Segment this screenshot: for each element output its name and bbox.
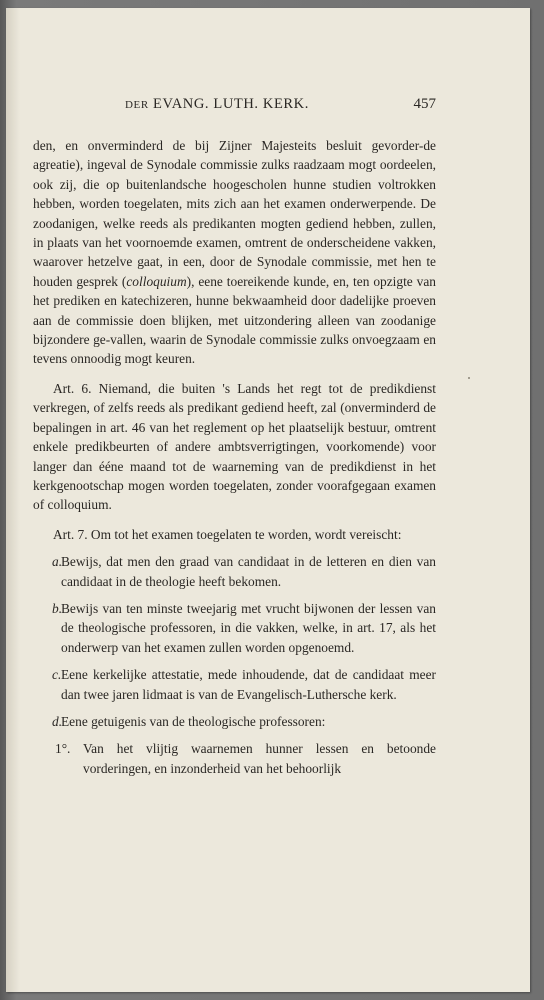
list-item-text: Bewijs, dat men den graad van candidaat in de letteren en dien van candidaat in de theologie heeft bekomen.	[61, 554, 436, 589]
paragraph-text: den, en onverminderd de bij Zijner Majesteits besluit gevorder-de agreatie), ingeval de Synodale commissie zulks raadzaam mogt oordeelen, ook zij, die op buitenlandsche hoogescholen hunne studien voltrokken hebben, worden toegelaten, mits zich aan het examen onderwerpende. De zoodanigen, welke reeds als predikanten mogten gediend hebben, zullen, in plaats van het voornoemde examen, omtrent de onderscheidene vakken, waarover hetzelve gaat, in een, door de Synodale commissie, met hen te houden gesprek (	[33, 138, 436, 289]
list-item-label: a.	[52, 554, 63, 570]
list-item	[33, 599, 436, 657]
paragraph-continuation	[33, 136, 436, 369]
list-item	[33, 552, 436, 591]
sub-list-item-label: 1°.	[55, 741, 71, 757]
paper-speck	[468, 377, 470, 379]
list-item	[33, 712, 436, 731]
paragraph-text: ), eene toereikende kunde, en, ten opzigte van het prediken en katechizeren, hunne bekwaamheid door dadelijke proeven aan de commissie doen blijken, met uitzondering alleen van zoodanige bijzondere ge-vallen, waarin de Synodale commissie zulks onvoegzaam en tevens onnoodig mogt keuren.	[33, 273, 436, 367]
list-item-label: b.	[52, 600, 63, 616]
list-item-text: Eene getuigenis van de theologische professoren:	[61, 713, 326, 729]
running-title-text: EVANG. LUTH. KERK.	[153, 96, 309, 112]
list-item	[33, 665, 436, 704]
running-title	[125, 95, 309, 115]
sub-list-item-text: Van het vlijtig waarnemen hunner lessen en betoonde vorderingen, en inzonderheid van het behoorlijk	[83, 741, 436, 776]
list-item-label: d.	[52, 713, 63, 729]
running-head	[33, 95, 436, 115]
paragraph-article-7: Art. 7. Om tot het examen toegelaten te worden, wordt vereischt:	[53, 526, 402, 542]
book-page	[6, 8, 530, 992]
paragraph-article-6: Art. 6. Niemand, die buiten 's Lands het regt tot de predikdienst verkregen, of zelfs reeds als predikant gediend heeft, zal (onverminderd de bepalingen in art. 46 van het reglement op het plaatselijk bestuur, omtrent enkele predikbeurten of andere ambtsverrigtingen, voorkomende) voor langer dan ééne maand tot de waarneming van de predikdienst in het kerkgenootschap mogen worden toegelaten, zonder voorafgegaan examen of colloquium.	[33, 380, 436, 513]
page-body	[33, 136, 436, 778]
italic-term: colloquium	[126, 273, 187, 289]
page-number: 457	[413, 96, 436, 112]
running-title-prefix: DER	[125, 99, 149, 111]
sub-list-item	[33, 739, 436, 778]
list-item-label: c.	[52, 667, 62, 683]
list-item-text: Eene kerkelijke attestatie, mede inhoudende, dat de candidaat meer dan twee jaren lidmaat is van de Evangelisch-Luthersche kerk.	[61, 667, 436, 702]
list-item-text: Bewijs van ten minste tweejarig met vrucht bijwonen der lessen van de theologische professoren, in die vakken, welke, in art. 17, als het onderwerp van het examen zullen worden opgenoemd.	[61, 600, 436, 655]
